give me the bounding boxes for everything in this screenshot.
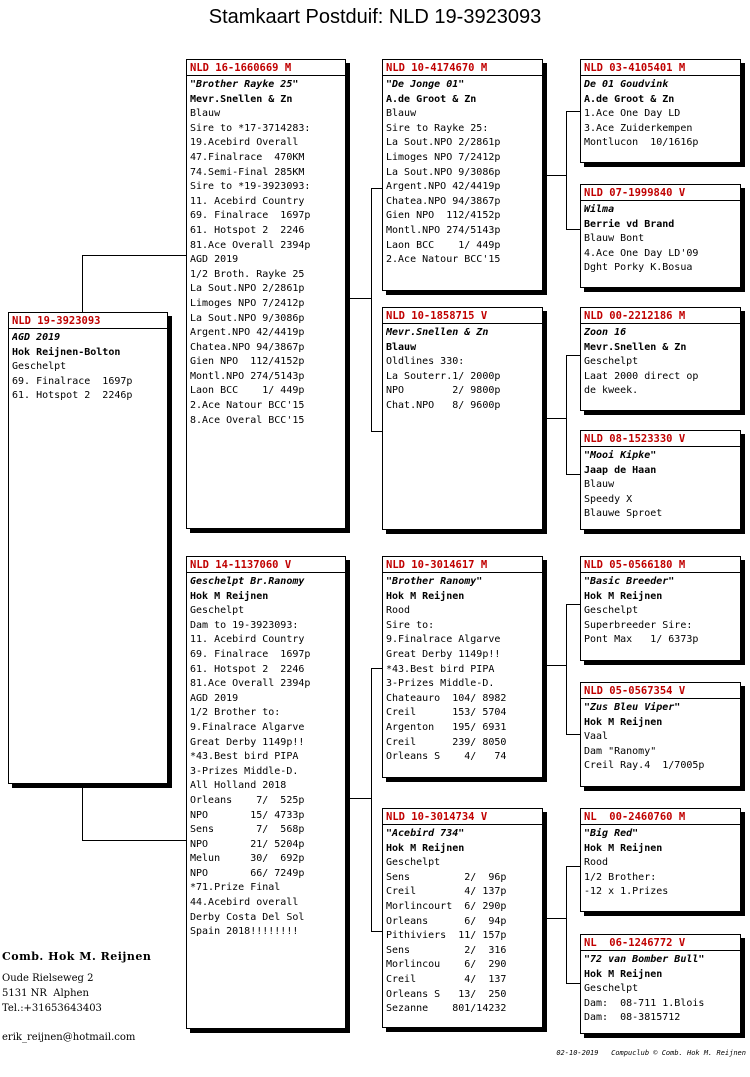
result-line: 69. Finalrace 1697p — [190, 648, 311, 660]
connector-line — [566, 604, 581, 605]
result-line: Dam "Ranomy" — [584, 745, 657, 757]
result-line: Morlincou 6/ 290 — [386, 959, 507, 971]
result-line: Geschelpt — [190, 605, 245, 617]
pigeon-name: "Brother Ranomy" — [386, 576, 483, 587]
result-line: Geschelpt — [12, 361, 67, 373]
result-line: Derby Costa Del Sol — [190, 911, 305, 923]
owner-name: Hok M Reijnen — [584, 590, 663, 602]
result-line: Superbreeder Sire: — [584, 619, 693, 631]
connector-line — [546, 665, 566, 666]
pedigree-card-sire-dam[interactable] — [382, 307, 543, 530]
result-line: Montl.NPO 274/5143p — [386, 224, 501, 236]
result-line: Argent.NPO 42/4419p — [190, 327, 305, 339]
owner-name: Jaap de Haan — [584, 464, 657, 476]
result-line: 1/2 Brother: — [584, 871, 657, 883]
result-line: 2.Ace Natour BCC'15 — [386, 254, 501, 266]
result-line: Gien NPO 112/4152p — [386, 210, 501, 222]
result-line: Blauw — [190, 108, 221, 120]
result-line: 81.Ace Overall 2394p — [190, 678, 311, 690]
result-line: 3-Prizes Middle-D. — [386, 678, 495, 690]
ring-number: NL 06-1246772 V — [581, 936, 740, 951]
breeder-info — [2, 950, 151, 1045]
pedigree-card-sds[interactable] — [580, 307, 741, 411]
connector-line — [546, 418, 566, 419]
ring-number: NLD 10-1858715 V — [383, 309, 542, 324]
breeder-city: 5131 NR Alphen — [2, 988, 89, 999]
owner-name: Mevr.Snellen & Zn — [190, 93, 293, 105]
result-line: Morlincourt 6/ 290p — [386, 900, 507, 912]
result-line: Creil 4/ 137 — [386, 973, 507, 985]
result-line: 1/2 Brother to: — [190, 707, 281, 719]
pedigree-card-sss[interactable] — [580, 59, 741, 163]
result-line: Creil 4/ 137p — [386, 886, 507, 898]
result-line: La Souterr.1/ 2000p — [386, 370, 501, 382]
breeder-email[interactable]: erik_reijnen@hotmail.com — [2, 1032, 136, 1043]
result-line: Pithiviers 11/ 157p — [386, 930, 507, 942]
result-line: 47.Finalrace 470KM — [190, 151, 305, 163]
result-line: La Sout.NPO 2/2861p — [386, 137, 501, 149]
result-line: Limoges NPO 7/2412p — [386, 151, 501, 163]
result-line: Sens 2/ 316 — [386, 944, 507, 956]
owner-name: Blauw — [386, 341, 417, 353]
result-line: 11. Acebird Country — [190, 195, 305, 207]
footer-credit: 02-10-2019 Compuclub © Comb. Hok M. Reijnen — [556, 1049, 746, 1057]
result-line: Orleans 7/ 525p — [190, 794, 305, 806]
result-line: Geschelpt — [386, 857, 441, 869]
pigeon-name: De 01 Goudvink — [584, 79, 669, 90]
result-line: Blauw — [386, 108, 417, 120]
pigeon-name: "Basic Breeder" — [584, 576, 675, 587]
result-line: Blauw — [584, 479, 615, 491]
result-line: Sire to Rayke 25: — [386, 122, 489, 134]
result-line: Oldlines 330: — [386, 356, 465, 368]
pedigree-card-dam-sire[interactable] — [382, 556, 543, 778]
owner-name: Hok M Reijnen — [386, 590, 465, 602]
pedigree-card-subject[interactable] — [8, 312, 168, 784]
result-line: -12 x 1.Prizes — [584, 886, 669, 898]
ring-number: NLD 05-0567354 V — [581, 684, 740, 699]
result-line: Sire to *19-3923093: — [190, 181, 311, 193]
pigeon-name: AGD 2019 — [12, 332, 61, 343]
ring-number: NLD 14-1137060 V — [187, 558, 345, 573]
result-line: Geschelpt — [584, 983, 639, 995]
result-line: Geschelpt — [584, 605, 639, 617]
pigeon-name: Geschelpt Br.Ranomy — [190, 576, 305, 587]
result-line: NPO 66/ 7249p — [190, 867, 305, 879]
result-line: Sire to: — [386, 619, 435, 631]
pedigree-card-dds[interactable] — [580, 808, 741, 912]
result-line: 1/2 Broth. Rayke 25 — [190, 268, 305, 280]
pigeon-name: "Acebird 734" — [386, 828, 465, 839]
connector-line — [82, 255, 186, 256]
pedigree-card-sdd[interactable] — [580, 430, 741, 530]
result-line: 74.Semi-Final 285KM — [190, 166, 305, 178]
connector-line — [546, 918, 566, 919]
pigeon-name: Wilma — [584, 204, 615, 215]
connector-line — [566, 229, 581, 230]
pedigree-card-ddd[interactable] — [580, 934, 741, 1034]
result-line: 9.Finalrace Algarve — [386, 634, 501, 646]
owner-name: A.de Groot & Zn — [584, 93, 675, 105]
result-line: 9.Finalrace Algarve — [190, 721, 305, 733]
result-line: 4.Ace One Day LD'09 — [584, 247, 699, 259]
pedigree-card-dam[interactable] — [186, 556, 346, 1029]
owner-name: Hok Reijnen-Bolton — [12, 346, 121, 358]
result-line: Melun 30/ 692p — [190, 853, 305, 865]
result-line: *71.Prize Final — [190, 882, 281, 894]
result-line: *43.Best bird PIPA — [386, 663, 495, 675]
result-line: NPO 15/ 4733p — [190, 809, 305, 821]
result-line: Laat 2000 direct op — [584, 370, 699, 382]
connector-line — [566, 604, 567, 734]
ring-number: NL 00-2460760 M — [581, 810, 740, 825]
result-line: NPO 21/ 5204p — [190, 838, 305, 850]
result-line: Creil 153/ 5704 — [386, 707, 507, 719]
result-line: 3-Prizes Middle-D. — [190, 765, 299, 777]
owner-name: Mevr.Snellen & Zn — [584, 341, 687, 353]
result-line: 3.Ace Zuiderkempen — [584, 122, 693, 134]
result-line: 69. Finalrace 1697p — [190, 210, 311, 222]
result-line: Orleans 6/ 94p — [386, 915, 507, 927]
result-line: Orleans S 4/ 74 — [386, 751, 507, 763]
result-line: Orleans S 13/ 250 — [386, 988, 507, 1000]
pedigree-card-dam-dam[interactable] — [382, 808, 543, 1028]
result-line: 61. Hotspot 2 2246p — [12, 390, 133, 402]
result-line: 11. Acebird Country — [190, 634, 305, 646]
ring-number: NLD 03-4105401 M — [581, 61, 740, 76]
result-line: 44.Acebird overall — [190, 897, 299, 909]
pigeon-name: Mevr.Snellen & Zn — [386, 327, 489, 338]
breeder-address: Oude Rielseweg 2 — [2, 973, 94, 984]
result-line: Chat.NPO 8/ 9600p — [386, 399, 501, 411]
connector-line — [566, 111, 567, 229]
result-line: Rood — [584, 857, 609, 869]
owner-name: Hok M Reijnen — [386, 842, 465, 854]
connector-line — [371, 188, 372, 431]
ring-number: NLD 10-3014734 V — [383, 810, 542, 825]
pedigree-card-dsd[interactable] — [580, 682, 741, 787]
result-line: Laon BCC 1/ 449p — [386, 239, 501, 251]
ring-number: NLD 10-3014617 M — [383, 558, 542, 573]
connector-line — [546, 175, 566, 176]
result-line: Gien NPO 112/4152p — [190, 356, 305, 368]
result-line: Limoges NPO 7/2412p — [190, 297, 305, 309]
pigeon-name: "Big Red" — [584, 828, 639, 839]
result-line: Dam to 19-3923093: — [190, 619, 299, 631]
connector-line — [82, 840, 186, 841]
ring-number: NLD 05-0566180 M — [581, 558, 740, 573]
result-line: Sire to *17-3714283: — [190, 122, 311, 134]
result-line: Pont Max 1/ 6373p — [584, 634, 699, 646]
pigeon-name: "Zus Bleu Viper" — [584, 702, 681, 713]
result-line: All Holland 2018 — [190, 780, 287, 792]
result-line: Rood — [386, 605, 411, 617]
result-line: Geschelpt — [584, 356, 639, 368]
result-line: Laon BCC 1/ 449p — [190, 385, 305, 397]
result-line: Argenton 195/ 6931 — [386, 721, 507, 733]
result-line: Sens 7/ 568p — [190, 824, 305, 836]
ring-number: NLD 16-1660669 M — [187, 61, 345, 76]
result-line: 8.Ace Overal BCC'15 — [190, 414, 305, 426]
result-line: La Sout.NPO 2/2861p — [190, 283, 305, 295]
pedigree-card-dss[interactable] — [580, 556, 741, 661]
connector-line — [349, 798, 371, 799]
ring-number: NLD 08-1523330 V — [581, 432, 740, 447]
ring-number: NLD 00-2212186 M — [581, 309, 740, 324]
owner-name: A.de Groot & Zn — [386, 93, 477, 105]
pigeon-name: "Mooi Kipke" — [584, 450, 657, 461]
result-line: Dght Porky K.Bosua — [584, 262, 693, 274]
pedigree-card-sire[interactable] — [186, 59, 346, 529]
result-line: Chatea.NPO 94/3867p — [190, 341, 305, 353]
connector-line — [566, 734, 581, 735]
result-line: Montlucon 10/1616p — [584, 137, 699, 149]
connector-line — [82, 255, 83, 312]
owner-name: Hok M Reijnen — [190, 590, 269, 602]
connector-line — [371, 668, 372, 931]
pedigree-card-ssd[interactable] — [580, 184, 741, 288]
pigeon-name: "72 van Bomber Bull" — [584, 954, 705, 965]
result-line: Montl.NPO 274/5143p — [190, 370, 305, 382]
owner-name: Berrie vd Brand — [584, 218, 675, 230]
pigeon-name: Zoon 16 — [584, 327, 627, 338]
connector-line — [566, 355, 567, 474]
result-line: 61. Hotspot 2 2246 — [190, 663, 305, 675]
connector-line — [566, 983, 581, 984]
result-line: Creil 239/ 8050 — [386, 736, 507, 748]
result-line: Chatea.NPO 94/3867p — [386, 195, 501, 207]
pigeon-name: "De Jonge 01" — [386, 79, 465, 90]
result-line: 2.Ace Natour BCC'15 — [190, 400, 305, 412]
result-line: 81.Ace Overall 2394p — [190, 239, 311, 251]
result-line: Argent.NPO 42/4419p — [386, 181, 501, 193]
result-line: Sezanne 801/14232 — [386, 1003, 507, 1015]
result-line: Sens 2/ 96p — [386, 871, 507, 883]
result-line: Dam: 08-3815712 — [584, 1012, 681, 1024]
result-line: Creil Ray.4 1/7005p — [584, 760, 705, 772]
connector-line — [349, 298, 371, 299]
result-line: 19.Acebird Overall — [190, 137, 299, 149]
result-line: *43.Best bird PIPA — [190, 751, 299, 763]
result-line: La Sout.NPO 9/3086p — [386, 166, 501, 178]
result-line: AGD 2019 — [190, 692, 239, 704]
owner-name: Hok M Reijnen — [584, 842, 663, 854]
connector-line — [82, 784, 83, 840]
result-line: Dam: 08-711 1.Blois — [584, 997, 705, 1009]
connector-line — [566, 111, 581, 112]
result-line: Spain 2018!!!!!!!! — [190, 926, 299, 938]
breeder-name: Comb. Hok M. Reijnen — [2, 950, 152, 963]
connector-line — [566, 866, 567, 983]
connector-line — [566, 866, 581, 867]
ring-number: NLD 10-4174670 M — [383, 61, 542, 76]
result-line: de kweek. — [584, 385, 639, 397]
result-line: 1.Ace One Day LD — [584, 108, 681, 120]
result-line: Great Derby 1149p!! — [190, 736, 305, 748]
result-line: Blauwe Sproet — [584, 508, 663, 520]
result-line: Speedy X — [584, 493, 633, 505]
page-title: Stamkaart Postduif: NLD 19-3923093 — [208, 6, 542, 28]
owner-name: Hok M Reijnen — [584, 968, 663, 980]
result-line: Chateauro 104/ 8982 — [386, 692, 507, 704]
pedigree-card-sire-sire[interactable] — [382, 59, 543, 291]
result-line: 61. Hotspot 2 2246 — [190, 224, 305, 236]
owner-name: Hok M Reijnen — [584, 716, 663, 728]
result-line: Vaal — [584, 731, 609, 743]
ring-number: NLD 19-3923093 — [9, 314, 167, 329]
connector-line — [566, 474, 581, 475]
ring-number: NLD 07-1999840 V — [581, 186, 740, 201]
pigeon-name: "Brother Rayke 25" — [190, 79, 299, 90]
result-line: La Sout.NPO 9/3086p — [190, 312, 305, 324]
breeder-phone: Tel.:+31653643403 — [2, 1003, 102, 1014]
result-line: Blauw Bont — [584, 233, 645, 245]
connector-line — [566, 355, 581, 356]
result-line: 69. Finalrace 1697p — [12, 375, 133, 387]
result-line: NPO 2/ 9800p — [386, 385, 501, 397]
result-line: Great Derby 1149p!! — [386, 648, 501, 660]
result-line: AGD 2019 — [190, 254, 239, 266]
